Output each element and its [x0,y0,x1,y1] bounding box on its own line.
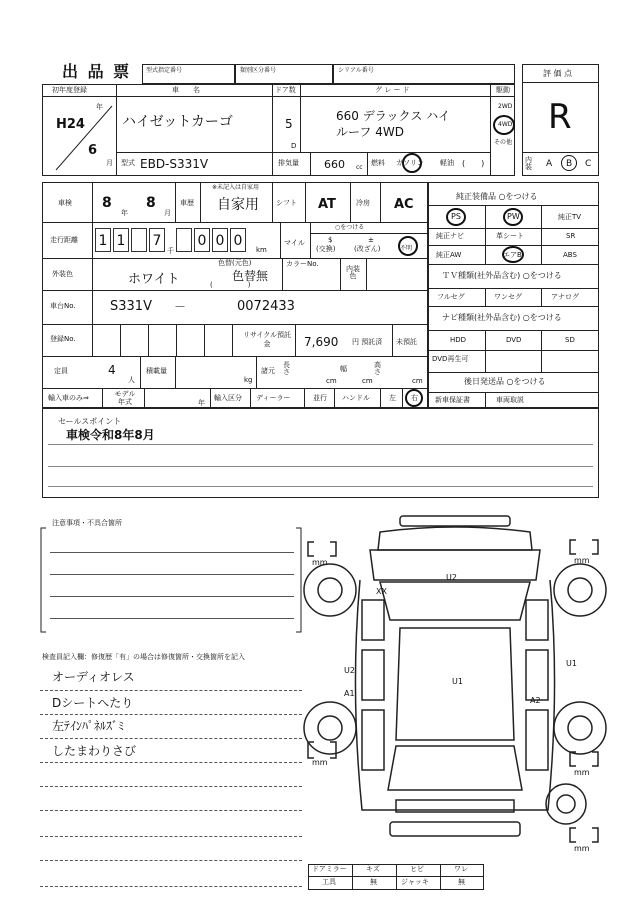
load-kg: kg [244,376,253,384]
bottom-mirror: ドアミラー [312,865,347,873]
sales-point-label: セールスポイント [58,417,122,426]
drive-4wd-circle [493,115,515,135]
sales-point-text: 車検令和8年8月 [66,428,155,442]
navi-sd: SD [565,336,575,344]
equip-pw-circle [503,208,523,226]
grade-line2: ルーフ 4WD [336,125,404,139]
shift-value: AT [318,197,336,212]
eval-label: 評 価 点 [543,69,573,78]
equip-ps: PS [451,212,461,221]
inspector-line-3: 左ﾃｲﾝﾊﾟﾈﾙｽﾞﾐ [52,719,125,733]
mark-u1-center: U1 [452,677,463,686]
later-title: 後日発送品 ○をつける [464,377,546,386]
chassis-label: 車台No. [50,302,76,310]
mark-u1-right: U1 [566,659,577,668]
displacement-label: 排気量 [278,159,299,167]
load-label: 積載量 [146,367,167,375]
inspector-line-2: Dシートへたり [52,696,134,710]
opt-fumei: 不明 [400,245,413,252]
later-warranty: 新車保証書 [435,396,470,404]
mileage-digit: 0 [230,228,246,252]
handle-right: 右 [411,394,418,402]
first-reg-label: 初年度登録 [52,86,87,94]
shaken-year: 8 [102,195,112,211]
bottom-jack-value: 無 [458,878,465,886]
opt-kaihen: (改ざん) [354,245,381,253]
equip-aw: 純正AW [436,251,462,259]
tv-analog: アナログ [551,293,579,301]
mark-a2: A2 [530,696,541,705]
fuel-diesel: 軽油 [440,159,454,167]
bottom-hibi: ヒビ [410,865,424,873]
displacement-cc: cc [356,164,363,171]
length-cm: cm [326,377,337,385]
shaken-label: 車検 [58,199,72,207]
mm-front-right: mm [574,556,590,565]
model-label: 型式 [121,159,135,167]
eval-score: R [548,97,572,137]
model-year-label: モデル年式 [114,390,136,406]
equip-pw: PW [507,212,520,221]
mm-rear-right: mm [574,768,590,777]
bottom-ware: ワレ [454,865,468,873]
inspector-line-4: したまわりさび [52,744,137,758]
class-label: 類別区分番号 [240,67,277,74]
mileage-digit: 0 [212,228,228,252]
interior-color-label: 内装色 [346,265,360,280]
fuel-gasoline: ガソリン [396,159,424,167]
drive-other: その他 [494,139,513,146]
opt-koukan: (交換) [316,245,336,253]
bottom-tools-value: 無 [370,878,377,886]
navi-title: ナビ種類(社外品含む) ○をつける [442,313,562,322]
interior-b-circle [561,155,577,171]
mark-u2-roof: U2 [446,573,457,582]
mile-label: マイル [284,239,305,247]
first-reg-month: 6 [88,143,98,158]
circle-note: ○をつける [335,224,365,231]
mark-u2-side: U2 [344,666,355,675]
equip-sr: SR [566,232,576,240]
later-manual: 車両取説 [496,396,524,404]
color-paren: ( ) [210,281,251,289]
doors-d: D [291,142,297,150]
import-dealer: ディーラー [256,394,291,402]
mileage-km: km [256,246,267,254]
mileage-digit: 0 [194,228,210,252]
mileage-sen: 千 [167,247,174,255]
width-cm: cm [362,377,373,385]
mileage-digit: 1 [95,228,111,252]
height-cm: cm [412,377,423,385]
inspector-line-1: オーディオレス [52,670,135,684]
year-suffix: 年 [96,103,103,111]
interior-label: 内装 [525,156,532,171]
spec-table [42,182,428,408]
equip-airbag-circle [502,246,524,263]
grade-line1: 660 デラックス ハイ [336,109,451,123]
import-class-label: 輸入区分 [214,394,242,402]
first-reg-year: H24 [56,117,85,132]
color-no-label: カラーNo. [286,260,319,268]
model-value: EBD-S331V [140,157,209,171]
navi-hdd: HDD [450,336,467,344]
chassis-prefix: S331V [110,299,152,314]
inspector-label: 検査員記入欄：修復歴「有」の場合は修復箇所・交換箇所を記入 [42,653,245,661]
registration-label: 登録No. [50,335,76,343]
mm-front-left: mm [312,558,328,567]
sales-point-box [42,408,599,498]
import-parallel: 並行 [313,394,327,402]
mileage-label: 走行距離 [50,236,78,244]
color-change-value: 色替無 [232,269,269,283]
capacity-label: 定員 [54,367,68,375]
shift-label: シフト [276,199,297,207]
mileage-digit: 1 [113,228,129,252]
mark-a1: A1 [344,689,355,698]
handle-right-circle [405,389,423,407]
ac-value: AC [394,197,414,212]
mm-rear-left: mm [312,758,328,767]
drive-label: 駆動 [496,86,510,94]
history-label: 車歴 [180,199,194,207]
shaken-nen: 年 [121,209,128,217]
car-name: ハイゼットカーゴ [122,114,233,130]
tv-fullseg: フルセグ [437,293,465,301]
recycle-unit: 円 預託済 [352,338,383,346]
mileage-digit [176,228,192,252]
doors-label: ドア数 [275,86,296,94]
handle-label: ハンドル [342,394,370,402]
recycle-label: リサイクル預託金 [242,331,292,348]
bottom-tools: 工具 [322,878,336,886]
fuel-label: 燃料 [371,159,385,167]
bottom-kizu: キズ [366,865,380,873]
shaken-month: 8 [146,195,156,211]
mileage-digits [93,226,278,256]
grade-label: グ レ ー ド [375,86,410,94]
equip-tv: 純正TV [558,213,582,221]
doors-value: 5 [285,117,293,131]
car-name-label: 車 名 [172,86,200,94]
color-label: 外装色 [52,270,73,278]
mark-xx: XX [376,587,387,596]
opt-kaihen-sym: ± [368,236,374,244]
chassis-dash: － [174,300,187,314]
ac-label: 冷房 [356,199,370,207]
length-label: 長さ [283,361,290,376]
interior-c: C [585,159,592,169]
height-label: 高さ [374,361,381,376]
shaken-tsuki: 月 [164,209,171,217]
interior-a: A [546,159,553,169]
capacity-nin: 人 [128,376,135,384]
equip-leather: 革シート [496,232,524,240]
tv-oneseg: ワンセグ [494,293,522,301]
fuel-other: ( ) [462,159,485,168]
mm-spare: mm [574,844,590,853]
mileage-digit [131,228,147,252]
notes-bracket [40,524,302,636]
handle-left: 左 [389,394,396,402]
equip-navi: 純正ナビ [436,232,464,240]
dimension-label: 諸元 [261,367,275,375]
equip-title: 純正装備品 ○をつける [456,192,538,201]
notes-label: 注意事項・不具合箇所 [52,519,122,527]
bottom-jack: ジャッキ [401,878,429,886]
chassis-number: 0072433 [237,299,295,314]
tv-title: ＴＶ種類(社外品含む) ○をつける [442,271,562,280]
history-note: ※未記入は自家用 [212,184,260,191]
recycle-un: 未預託 [396,338,417,346]
drive-4wd: 4WD [498,121,513,128]
model-year-nen: 年 [198,399,205,407]
interior-b: B [566,159,573,169]
color-value: ホワイト [128,272,180,287]
dvd-playback: DVD再生可 [432,355,469,363]
recycle-value: 7,690 [304,335,339,349]
navi-dvd: DVD [506,336,522,344]
equip-airbag: エアB [503,251,522,259]
opt-fumei-circle [398,236,418,256]
month-suffix: 月 [106,159,113,167]
color-change-label: 色替(元色) [218,259,252,267]
type-cert-label: 型式指定番号 [146,67,183,74]
serial-label: シリアル番号 [338,67,374,74]
mileage-digit: 7 [149,228,165,252]
page-title: 出 品 票 [62,62,132,81]
drive-2wd: 2WD [498,103,513,110]
opt-koukan-sym: $ [328,236,333,244]
displacement-value: 660 [324,158,345,171]
equip-ps-circle [446,208,466,226]
history-value: 自家用 [217,197,259,213]
equip-abs: ABS [563,251,577,259]
import-label: 輸入車のみ⇒ [48,394,89,402]
width-label: 幅 [340,365,347,373]
fuel-gasoline-circle [402,153,422,173]
capacity-value: 4 [108,363,116,377]
